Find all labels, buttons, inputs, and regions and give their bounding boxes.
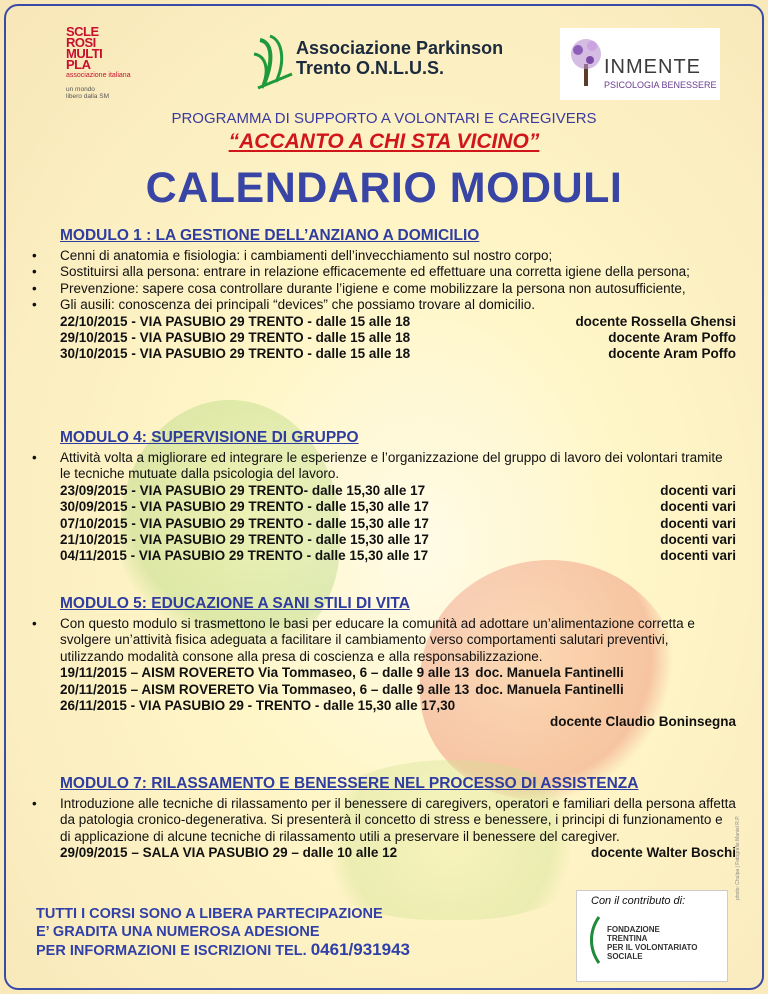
- session-row: 29/10/2015 - VIA PASUBIO 29 TRENTO - dalle 15 alle 18 docente Aram Poffo: [60, 330, 736, 346]
- list-item: • Sostituirsi alla persona: entrare in relazione efficacemente ed effettuare una corretta igiene della persona;: [60, 264, 736, 280]
- header: [0, 0, 768, 150]
- list-item: • Attività volta a migliorare ed integrare le esperienze e l’organizzazione del gruppo di lavoro dei volontari tramite le tecniche mutuate dalla psicologia del lavoro.: [60, 450, 736, 483]
- module-title: MODULO 4: SUPERVISIONE DI GRUPPO: [60, 429, 359, 446]
- parkinson-name: Associazione Parkinson Trento O.N.L.U.S.: [296, 38, 504, 78]
- foundation-logo-icon: [585, 915, 605, 965]
- foundation-name: FONDAZIONE TRENTINA PER IL VOLONTARIATO SOCIALE: [607, 925, 698, 961]
- session-row: 29/09/2015 – SALA VIA PASUBIO 29 – dalle 10 alle 12 docente Walter Boschi: [60, 845, 736, 861]
- list-item: • Introduzione alle tecniche di rilassamento per il benessere di caregivers, operatori e familiari della persona affetta da patologia cronico-degenerativa. Si presenterà il concetto di stress e benessere, i principi di funzionamento e di applicazione di alcune tecniche di rilassamento utili a preservare il benessere del caregiver.: [60, 796, 736, 845]
- module-1: [26, 226, 736, 363]
- program-subtitle: PROGRAMMA DI SUPPORTO A VOLONTARI E CAREGIVERS: [171, 110, 597, 127]
- tree-icon: [566, 36, 606, 88]
- phone-number: 0461/931943: [310, 940, 410, 959]
- photo-credit: photo: Chulpa | Fotografie Maniel R.P.: [735, 815, 741, 900]
- session-teacher: docente Claudio Boninsegna: [549, 714, 736, 730]
- session-row: 22/10/2015 - VIA PASUBIO 29 TRENTO - dalle 15 alle 18 docente Rossella Ghensi: [60, 313, 736, 329]
- session-row: 07/10/2015 - VIA PASUBIO 29 TRENTO - dalle 15,30 alle 17 docenti vari: [60, 515, 736, 531]
- session-row: 04/11/2015 - VIA PASUBIO 29 TRENTO - dalle 15,30 alle 17 docenti vari: [60, 548, 736, 564]
- page-title: CALENDARIO MODULI: [145, 164, 623, 212]
- footer-notice: TUTTI I CORSI SONO A LIBERA PARTECIPAZIONE E’ GRADITA UNA NUMEROSA ADESIONE PER INFORMAZIONI E ISCRIZIONI TEL. 0461/931943: [36, 906, 410, 959]
- list-item: • Cenni di anatomia e fisiologia: i cambiamenti dell’invecchiamento sul nostro corpo;: [60, 248, 736, 264]
- sm-logo: SCLE ROSI MULTI PLA associazione italiana un mondo libero dalla SM: [66, 24, 131, 100]
- session-row: 30/10/2015 - VIA PASUBIO 29 TRENTO - dalle 15 alle 18 docente Aram Poffo: [60, 346, 736, 362]
- program-slogan: “ACCANTO A CHI STA VICINO”: [228, 130, 540, 153]
- session-row: 19/11/2015 – AISM ROVERETO Via Tommaseo, 6 – dalle 9 alle 13 doc. Manuela Fantinelli: [60, 665, 624, 681]
- module-title: MODULO 7: RILASSAMENTO E BENESSERE NEL PROCESSO DI ASSISTENZA: [60, 775, 639, 792]
- session-row: 21/10/2015 - VIA PASUBIO 29 TRENTO - dalle 15,30 alle 17 docenti vari: [60, 532, 736, 548]
- module-title: MODULO 5: EDUCAZIONE A SANI STILI DI VITA: [60, 595, 410, 612]
- session-row: 30/09/2015 - VIA PASUBIO 29 TRENTO - dalle 15,30 alle 17 docenti vari: [60, 499, 736, 515]
- list-item: • Gli ausili: conoscenza dei principali “devices” che possiamo trovare al domicilio.: [60, 297, 736, 313]
- list-item: • Con questo modulo si trasmettono le basi per educare la comunità ad adottare un’alimentazione corretta e svolgere un’attività fisica adeguata a facilitare il cambiamento verso comportamenti salutari preventivi, utilizzando modalità consone alla presa di coscienza e alla responsabilizzazione.: [60, 616, 736, 665]
- session-row: 26/11/2015 - VIA PASUBIO 29 - TRENTO - dalle 15,30 alle 17,30: [60, 698, 456, 714]
- module-4: [26, 428, 736, 565]
- parkinson-logo: [252, 34, 532, 94]
- contributor-box: Con il contributo di: FONDAZIONE TRENTINA PER IL VOLONTARIATO SOCIALE: [576, 890, 728, 982]
- list-item: • Prevenzione: sapere cosa controllare durante l’igiene e come mobilizzare la persona non autosufficiente,: [60, 281, 736, 297]
- module-5: [26, 594, 736, 731]
- module-7: [26, 774, 736, 862]
- session-row: 23/09/2015 - VIA PASUBIO 29 TRENTO- dalle 15,30 alle 17 docenti vari: [60, 482, 736, 498]
- inmente-logo: INMENTE PSICOLOGIA BENESSERE: [560, 28, 720, 100]
- session-row: 20/11/2015 – AISM ROVERETO Via Tommaseo, 6 – dalle 9 alle 13 doc. Manuela Fantinelli: [60, 681, 624, 697]
- parkinson-swoosh-icon: [252, 34, 294, 90]
- module-title: MODULO 1 : LA GESTIONE DELL’ANZIANO A DOMICILIO: [60, 227, 480, 244]
